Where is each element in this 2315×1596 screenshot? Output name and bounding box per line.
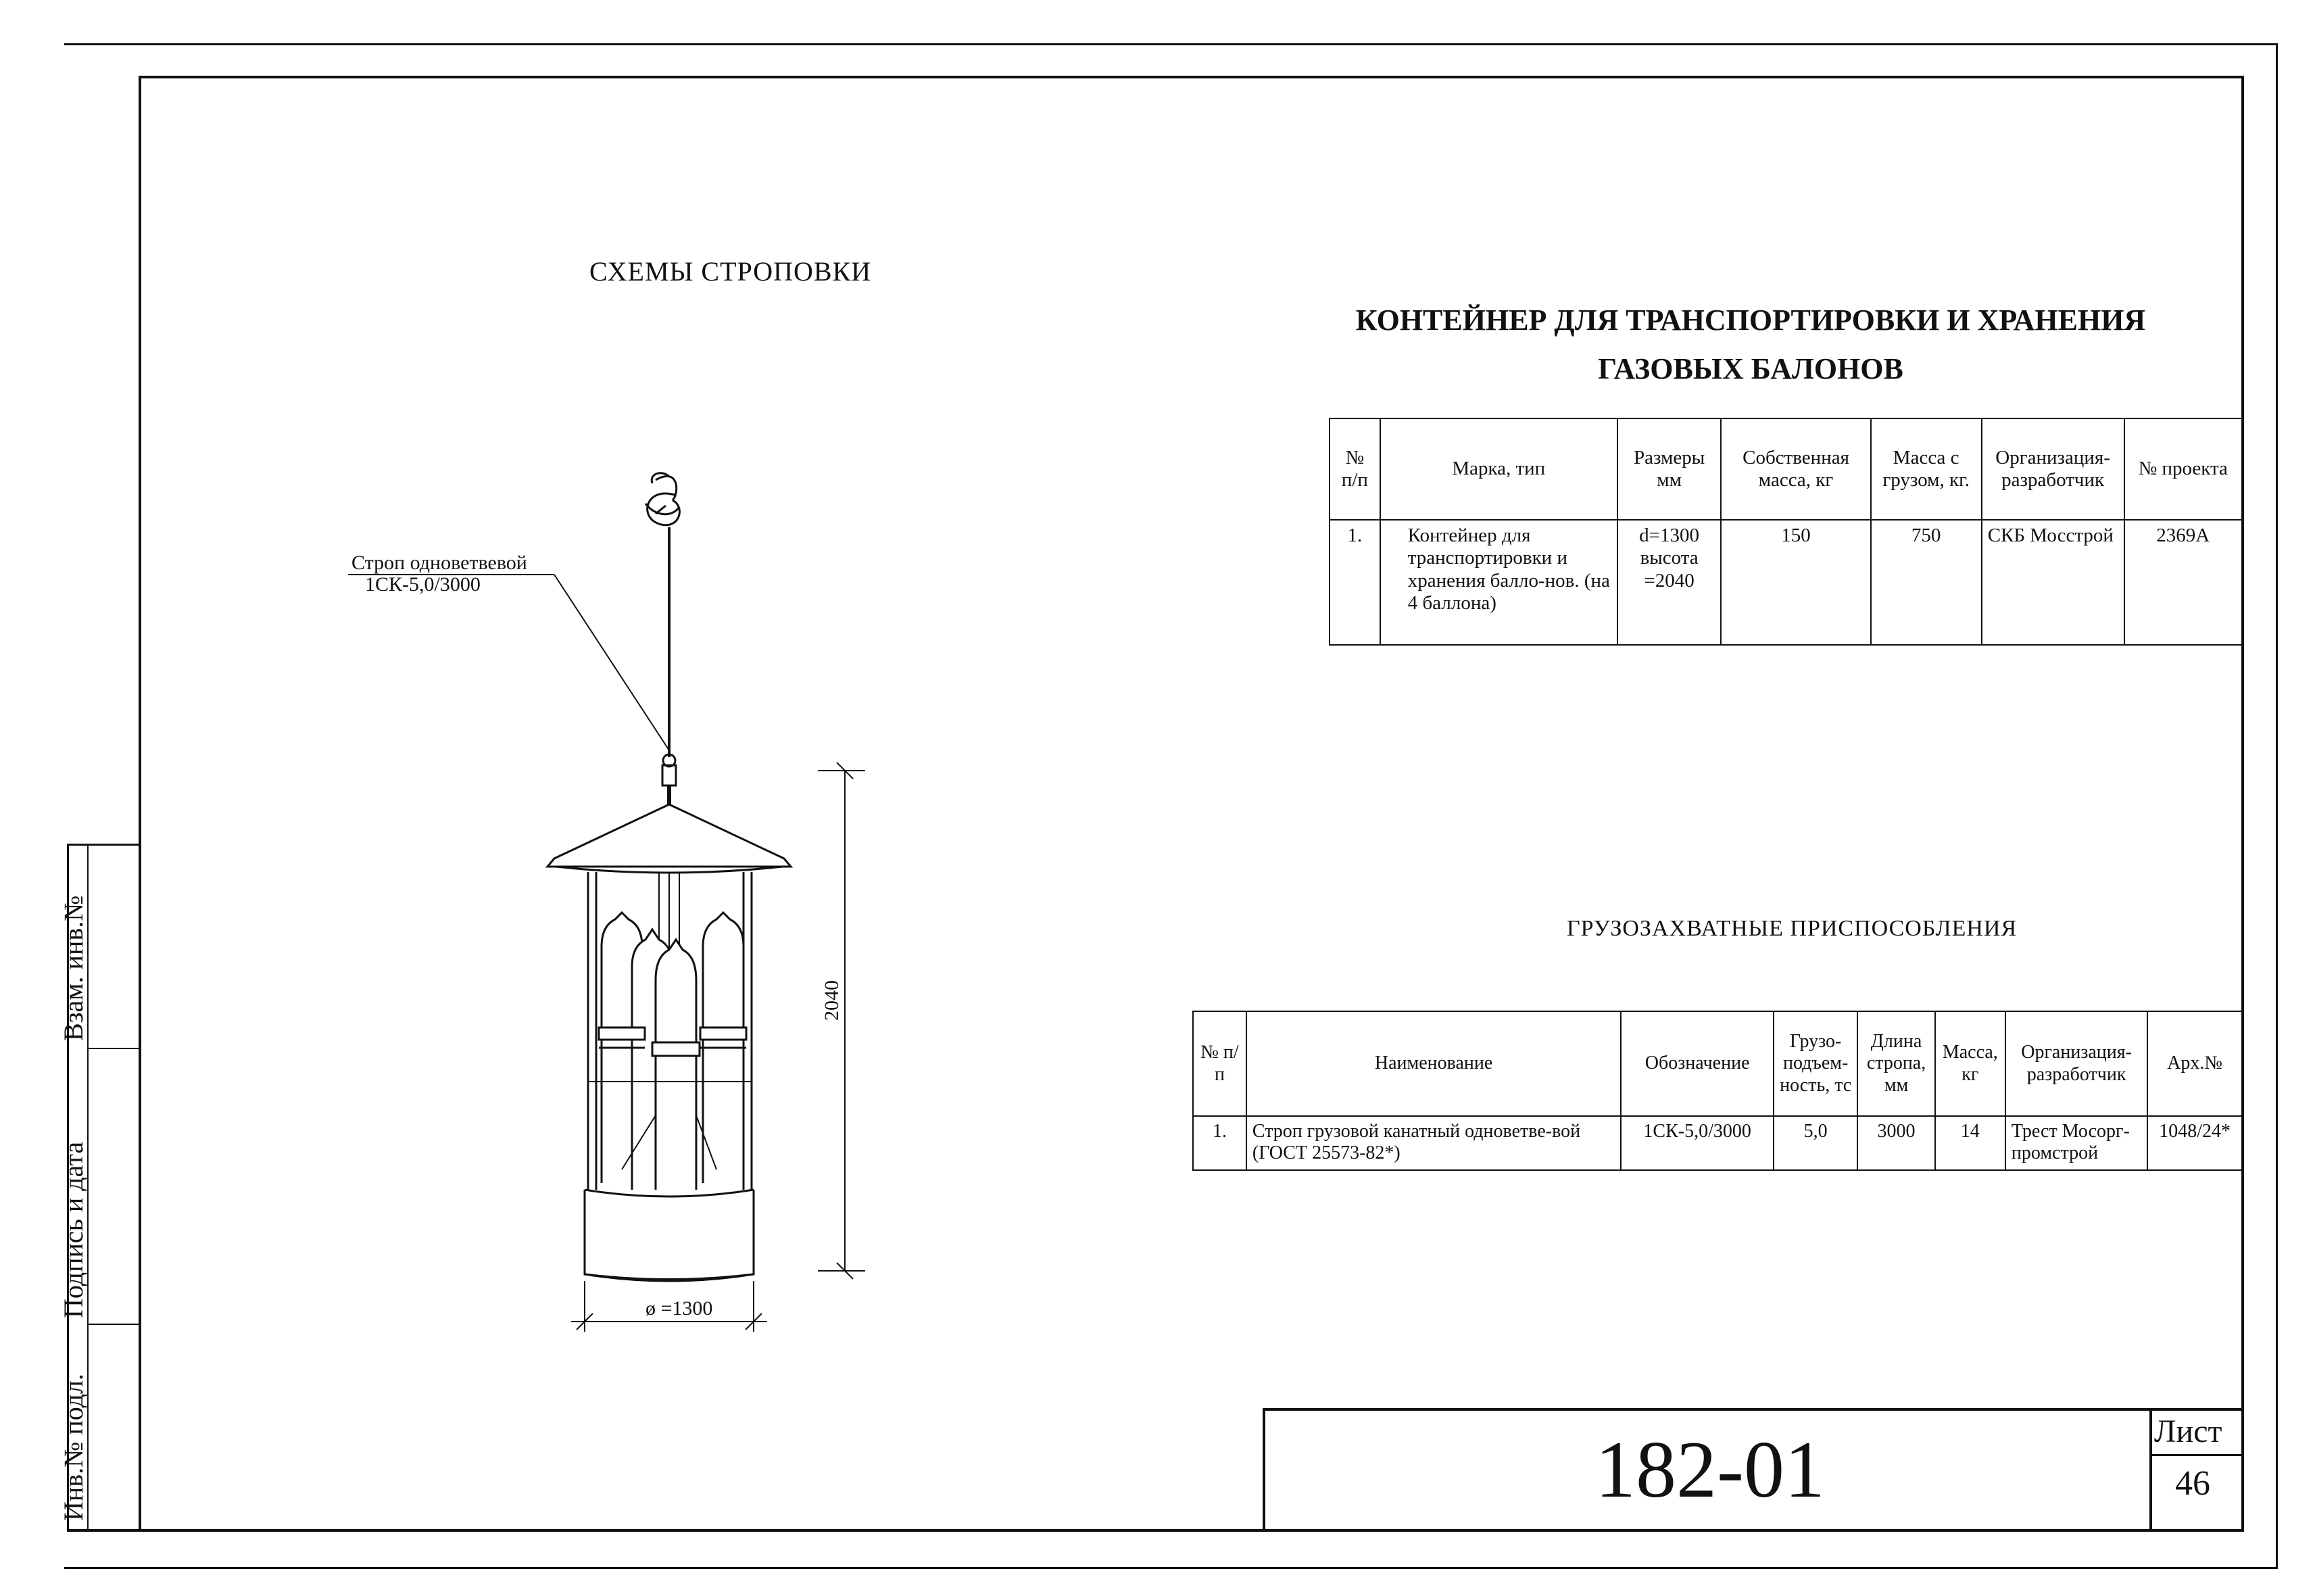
col-size: Размеры мм bbox=[1617, 418, 1722, 520]
row-mass: 150 bbox=[1721, 520, 1870, 645]
crane-hook-icon bbox=[645, 473, 679, 525]
row-project: 2369А bbox=[2124, 520, 2243, 645]
row-org: Трест Мосорг-промстрой bbox=[2005, 1116, 2147, 1170]
col-name: Наименование bbox=[1246, 1011, 1621, 1116]
container-roof bbox=[547, 804, 791, 867]
side-label-signature-date: Подпись и дата bbox=[58, 1141, 89, 1318]
row-mass: 14 bbox=[1935, 1116, 2005, 1170]
row-name: Строп грузовой канатный одноветве-вой (ГОСТ 25573-82*) bbox=[1246, 1116, 1621, 1170]
col-num: № п/п bbox=[1193, 1011, 1246, 1116]
gas-cylinder-4 bbox=[656, 940, 696, 1196]
col-length: Длина стропа, мм bbox=[1857, 1011, 1934, 1116]
sheet-label: Лист bbox=[2154, 1413, 2222, 1449]
sling-label-line1: Строп одноветвевой bbox=[351, 552, 527, 574]
lifting-table bbox=[1192, 1011, 2243, 1171]
col-arch: Арх.№ bbox=[2147, 1011, 2242, 1116]
container-title-line1: КОНТЕЙНЕР ДЛЯ ТРАНСПОРТИРОВКИ И ХРАНЕНИЯ bbox=[1355, 304, 2146, 337]
col-org: Организация-разработчик bbox=[1982, 418, 2124, 520]
diameter-dim-text: ø =1300 bbox=[645, 1297, 713, 1320]
outer-frame-top bbox=[64, 43, 2278, 45]
row-size: d=1300 высота =2040 bbox=[1617, 520, 1722, 645]
container-table bbox=[1329, 418, 2243, 646]
row-mark: Контейнер для транспортировки и хранения балло-нов. (на 4 баллона) bbox=[1380, 520, 1617, 645]
sling-label-line2: 1СК-5,0/3000 bbox=[365, 573, 481, 596]
doc-number: 182-01 bbox=[1595, 1424, 1825, 1514]
col-mass: Собственная масса, кг bbox=[1721, 418, 1870, 520]
table-row bbox=[1330, 520, 2242, 645]
row-mass-load: 750 bbox=[1871, 520, 1982, 645]
container-table-header bbox=[1330, 418, 2242, 520]
col-designation: Обозначение bbox=[1621, 1011, 1774, 1116]
height-dim-text: 2040 bbox=[821, 980, 843, 1021]
col-num: № п/п bbox=[1330, 418, 1380, 520]
col-project: № проекта bbox=[2124, 418, 2243, 520]
side-label-replace-inv: Взам. инв.№ bbox=[58, 895, 89, 1041]
container-base bbox=[585, 1190, 754, 1280]
side-label-inv-orig: Инв.№ подл. bbox=[58, 1374, 89, 1521]
col-org: Организация-разработчик bbox=[2005, 1011, 2147, 1116]
outer-frame-bottom bbox=[64, 1567, 2278, 1569]
row-designation: 1СК-5,0/3000 bbox=[1621, 1116, 1774, 1170]
row-length: 3000 bbox=[1857, 1116, 1934, 1170]
row-arch: 1048/24* bbox=[2147, 1116, 2242, 1170]
inner-frame-top bbox=[139, 76, 2244, 78]
col-mass-load: Масса с грузом, кг. bbox=[1871, 418, 1982, 520]
inner-frame-right bbox=[2241, 76, 2244, 1530]
row-num: 1. bbox=[1193, 1116, 1246, 1170]
row-capacity: 5,0 bbox=[1774, 1116, 1857, 1170]
row-org: СКБ Мосстрой bbox=[1982, 520, 2124, 645]
col-mark: Марка, тип bbox=[1380, 418, 1617, 520]
sling-leader bbox=[554, 575, 669, 750]
col-capacity: Грузо-подъем-ность, тс bbox=[1774, 1011, 1857, 1116]
section-title-slinging: СХЕМЫ СТРОПОВКИ bbox=[589, 256, 872, 287]
outer-frame-right bbox=[2276, 43, 2278, 1569]
container-title-line2: ГАЗОВЫХ БАЛОНОВ bbox=[1598, 352, 1903, 385]
row-num: 1. bbox=[1330, 520, 1380, 645]
table-row bbox=[1193, 1116, 2242, 1170]
container-drawing bbox=[304, 453, 899, 1345]
lifting-title: ГРУЗОЗАХВАТНЫЕ ПРИСПОСОБЛЕНИЯ bbox=[1567, 916, 2018, 941]
sheet-number: 46 bbox=[2175, 1464, 2210, 1503]
lifting-table-header bbox=[1193, 1011, 2242, 1116]
col-mass: Масса, кг bbox=[1935, 1011, 2005, 1116]
